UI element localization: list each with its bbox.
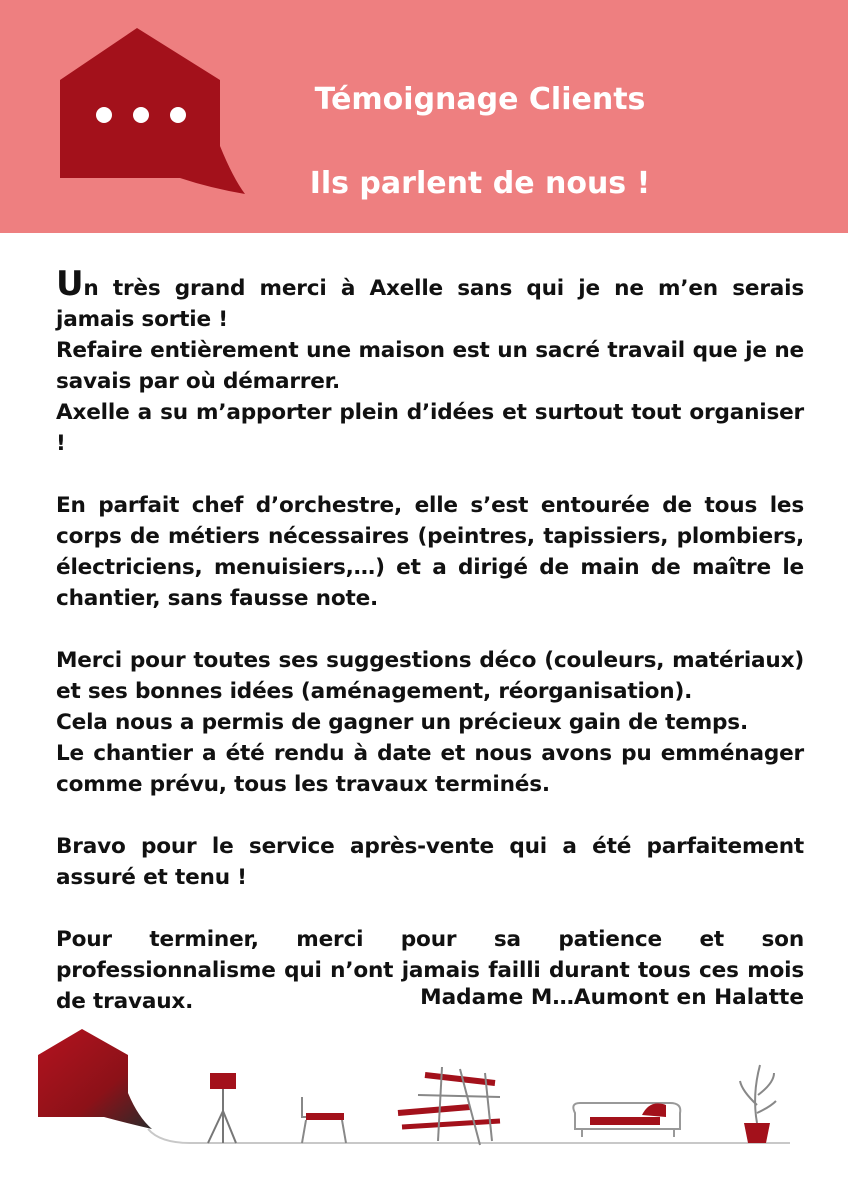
page-subtitle: Ils parlent de nous !	[309, 166, 651, 201]
paragraph-5: Pour terminer, merci pour sa patience et son professionnalisme qui n’ont jamais failli durant tous ces mois de travaux.	[56, 927, 804, 1014]
signature: Madame M…Aumont en Halatte	[420, 985, 804, 1010]
paragraph-3-line-2: Cela nous a permis de gagner un précieux gain de temps.	[56, 710, 748, 735]
drop-cap: U	[56, 264, 84, 304]
house-speech-bubble-icon	[55, 28, 250, 200]
header-banner	[0, 0, 848, 233]
paragraph-2: En parfait chef d’orchestre, elle s’est entourée de tous les corps de métiers nécessaires (peintres, tapissiers, plombiers, électriciens, menuisiers,…) et a dirigé de main de maître le chantier, sans fausse note.	[56, 493, 804, 611]
paragraph-1	[56, 264, 804, 459]
paragraph-3-line-1: Merci pour toutes ses suggestions déco (couleurs, matériaux) et ses bonnes idées (aménagement, réorganisation).	[56, 648, 804, 704]
testimonial-body	[56, 264, 804, 1048]
furniture-line-illustration	[30, 1025, 810, 1155]
paragraph-1-line-3: Axelle a su m’apporter plein d’idées et surtout tout organiser !	[56, 400, 804, 456]
paragraph-1-line-2: Refaire entièrement une maison est un sacré travail que je ne savais par où démarrer.	[56, 338, 804, 394]
paragraph-3	[56, 645, 804, 800]
page-title: Témoignage Clients	[314, 82, 646, 117]
paragraph-1-text: n très grand merci à Axelle sans qui je ne m’en serais jamais sortie !	[56, 276, 804, 332]
paragraph-4: Bravo pour le service après-vente qui a été parfaitement assuré et tenu !	[56, 834, 804, 890]
paragraph-3-line-3: Le chantier a été rendu à date et nous avons pu emménager comme prévu, tous les travaux terminés.	[56, 741, 804, 797]
